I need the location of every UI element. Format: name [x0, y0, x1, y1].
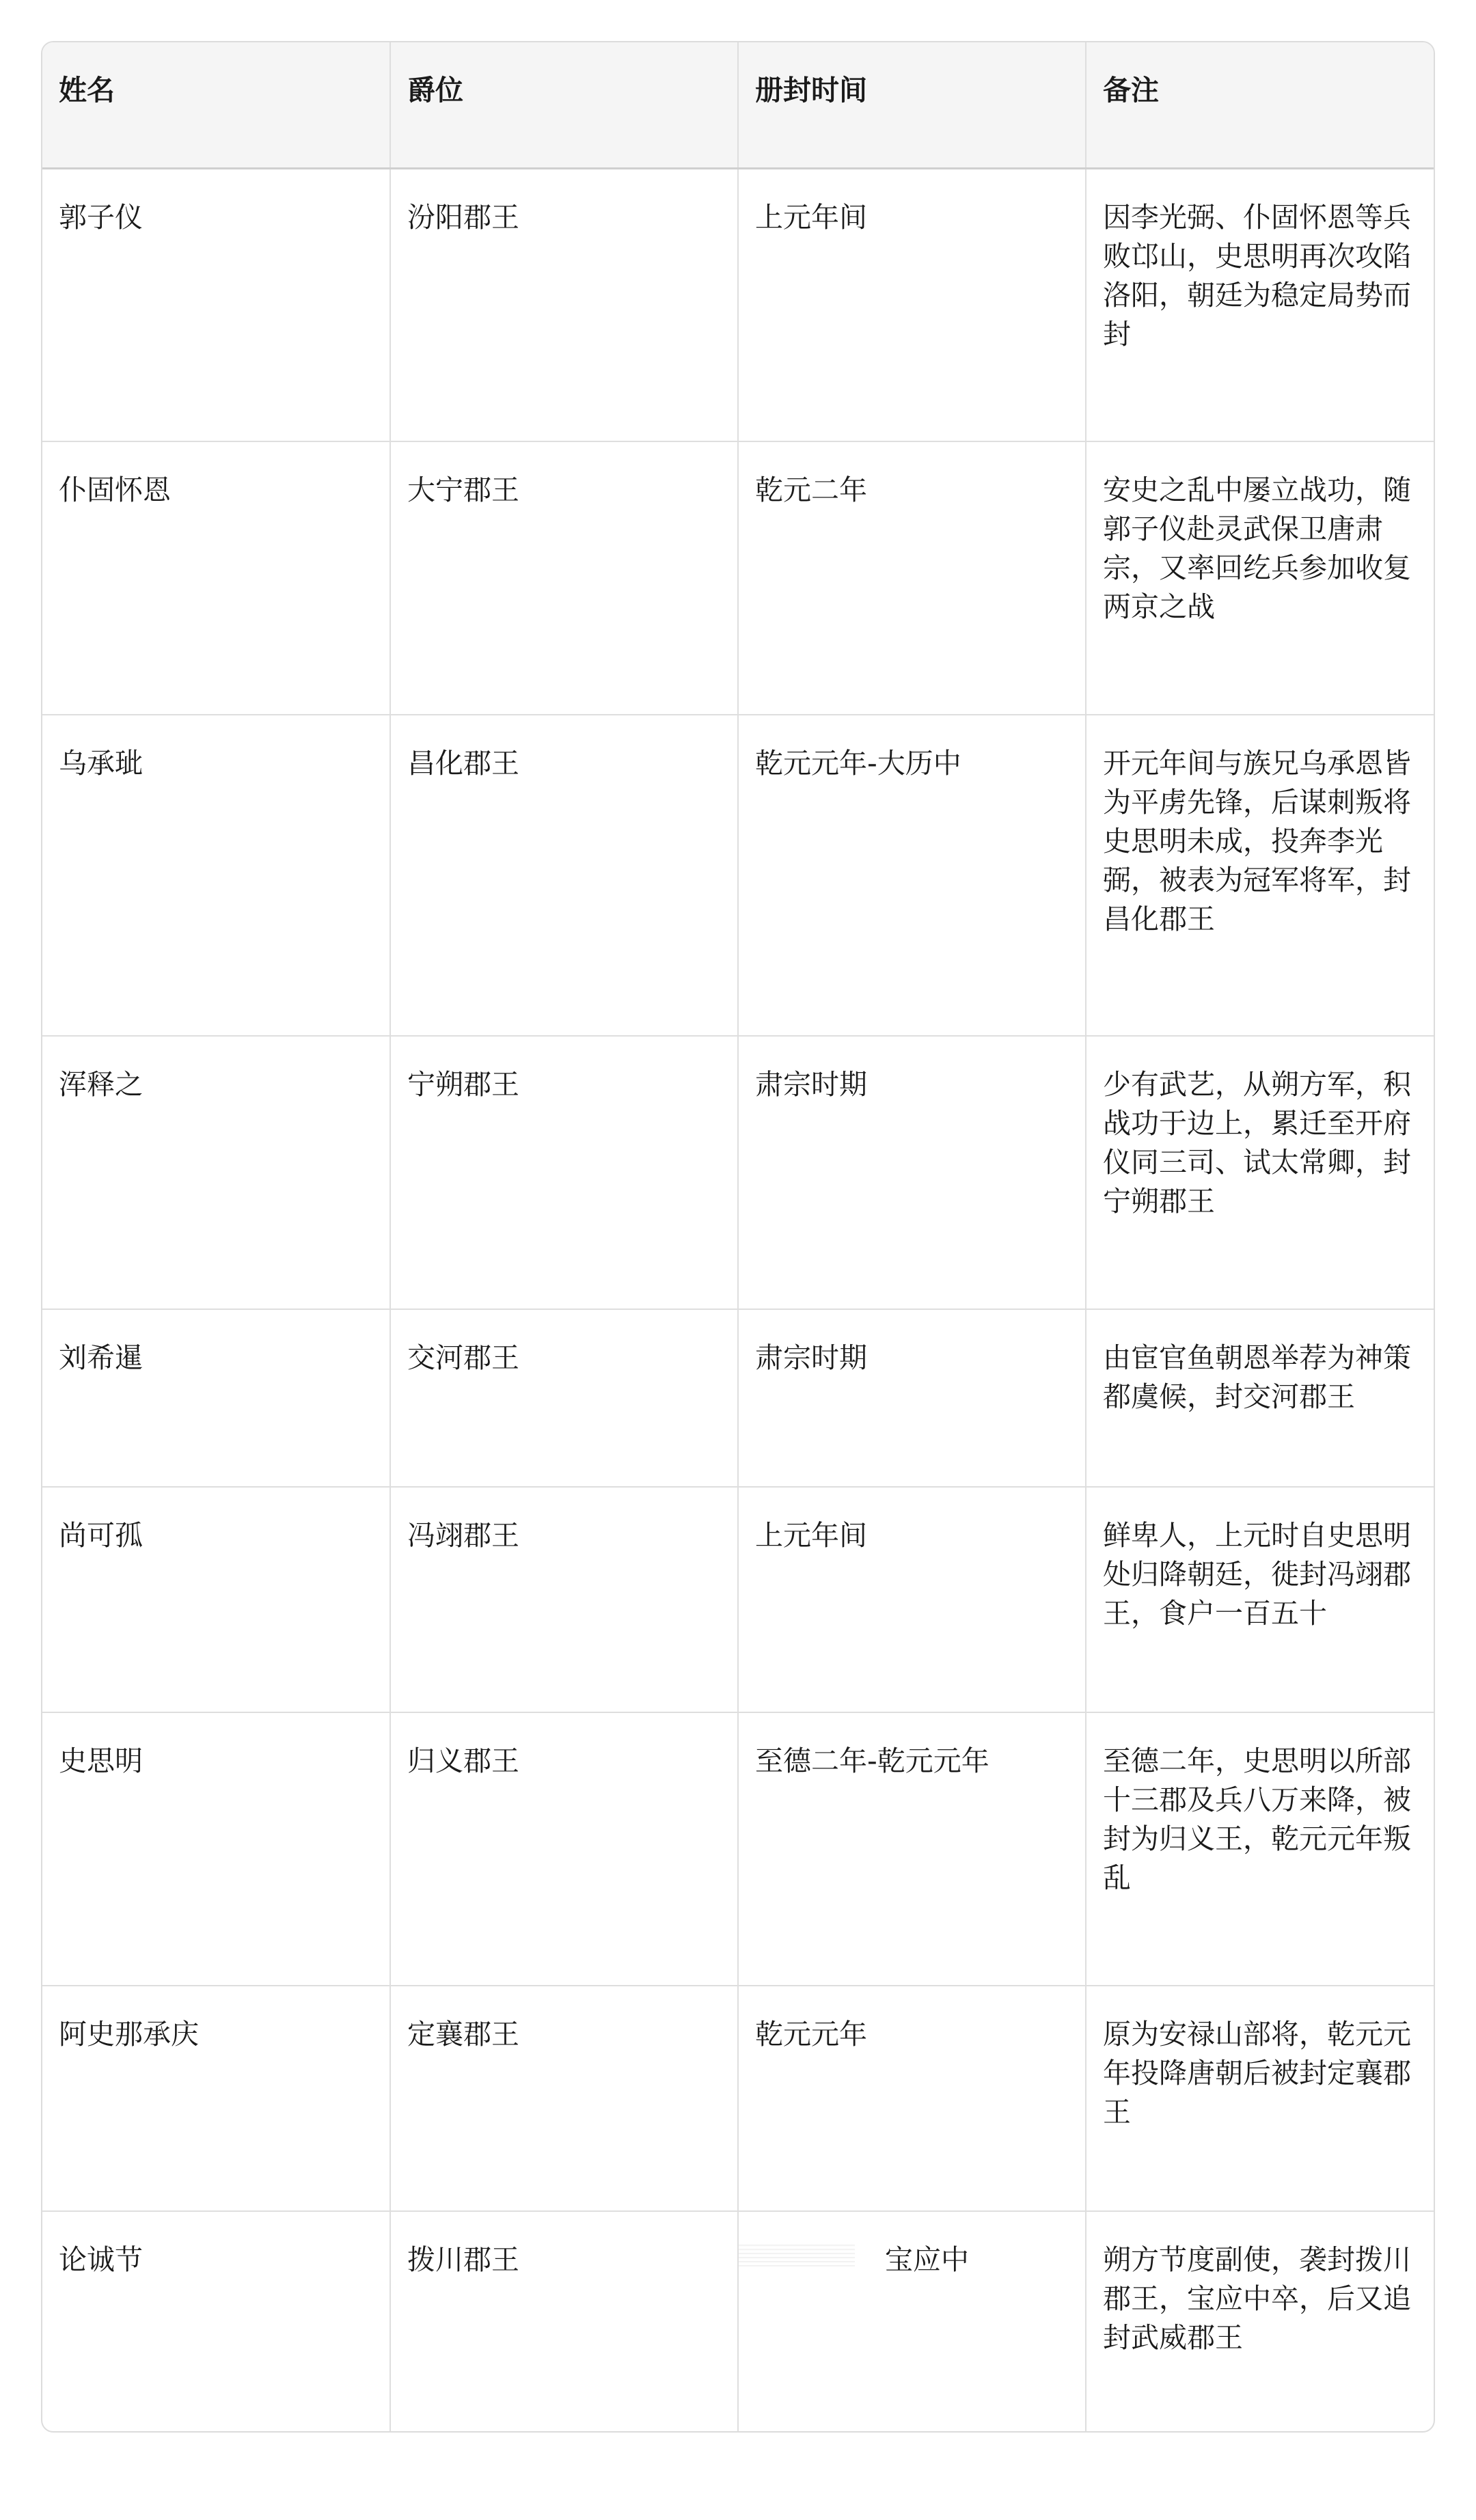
cell-time: 上元年间	[738, 1487, 1086, 1712]
cell-time: 肃宗时期	[738, 1309, 1086, 1487]
cell-time: 乾元二年	[738, 441, 1086, 715]
cell-note: 原为安禄山部将，乾元元年投降唐朝后被封定襄郡王	[1086, 1986, 1434, 2211]
table-header	[42, 42, 1434, 168]
cell-title: 拨川郡王	[390, 2211, 738, 2433]
cell-time: 肃宗时期	[738, 1036, 1086, 1309]
header-note: 备注	[1086, 42, 1434, 168]
cell-note: 鲜卑人，上元时自史思明处归降朝廷，徙封冯翊郡王，食户一百五十	[1086, 1487, 1434, 1712]
cell-time: 至德二年-乾元元年	[738, 1712, 1086, 1986]
cell-name: 郭子仪	[42, 168, 390, 441]
header-row	[42, 42, 1434, 168]
cell-name: 乌承玼	[42, 715, 390, 1036]
cell-name: 浑释之	[42, 1036, 390, 1309]
cell-name: 阿史那承庆	[42, 1986, 390, 2211]
cell-note: 开元年间与族兄乌承恩皆为平虏先锋，后谋刺叛将史思明未成，投奔李光弼，被表为冠军将军，封昌化郡王	[1086, 715, 1434, 1036]
header-name: 姓名	[42, 42, 390, 168]
table-row	[42, 1487, 1434, 1712]
cell-title: 定襄郡王	[390, 1986, 738, 2211]
data-table-container	[41, 41, 1435, 2433]
cell-title: 归义郡王	[390, 1712, 738, 1986]
cell-name: 史思明	[42, 1712, 390, 1986]
cell-time-text: 宝应中	[885, 2243, 969, 2276]
cell-time: 上元年间	[738, 168, 1086, 441]
table-body	[42, 168, 1434, 2433]
table-row	[42, 715, 1434, 1036]
cell-title: 昌化郡王	[390, 715, 738, 1036]
cell-time: 乾元元年-大历中	[738, 715, 1086, 1036]
table-row	[42, 2211, 1434, 2433]
cell-note: 由宦官鱼朝恩举荐为神策都虞候，封交河郡王	[1086, 1309, 1434, 1487]
cell-note: 因李光弼、仆固怀恩等兵败邙山，史思明再次攻陷洛阳，朝廷为稳定局势而封	[1086, 168, 1434, 441]
cell-title: 汾阳郡王	[390, 168, 738, 441]
header-title: 爵位	[390, 42, 738, 168]
tang-princes-table	[42, 42, 1434, 2433]
cell-name: 仆固怀恩	[42, 441, 390, 715]
cell-note: 至德二年，史思明以所部十三郡及兵八万来降，被封为归义王，乾元元年叛乱	[1086, 1712, 1434, 1986]
table-row	[42, 1986, 1434, 2211]
cell-title: 宁朔郡王	[390, 1036, 738, 1309]
cell-name: 刘希暹	[42, 1309, 390, 1487]
cell-note: 安史之乱中屡立战功，随郭子仪赴灵武保卫唐肃宗，又率回纥兵参加收复两京之战	[1086, 441, 1434, 715]
cell-name: 论诚节	[42, 2211, 390, 2433]
table-row	[42, 441, 1434, 715]
table-row	[42, 1309, 1434, 1487]
cell-time: 乾元元年	[738, 1986, 1086, 2211]
table-row	[42, 1036, 1434, 1309]
table-row	[42, 168, 1434, 441]
cell-title: 大宁郡王	[390, 441, 738, 715]
cell-title: 交河郡王	[390, 1309, 738, 1487]
cell-time	[738, 2211, 1086, 2433]
cell-note: 少有武艺，从朔方军，积战功于边上，累迁至开府仪同三司、试太常卿，封宁朔郡王	[1086, 1036, 1434, 1309]
cell-name: 尚可孤	[42, 1487, 390, 1712]
cell-note: 朔方节度副使，袭封拨川郡王，宝应中卒，后又追封武威郡王	[1103, 2243, 1411, 2354]
table-row	[42, 1712, 1434, 1986]
header-time: 册封时间	[738, 42, 1086, 168]
cell-title: 冯翊郡王	[390, 1487, 738, 1712]
